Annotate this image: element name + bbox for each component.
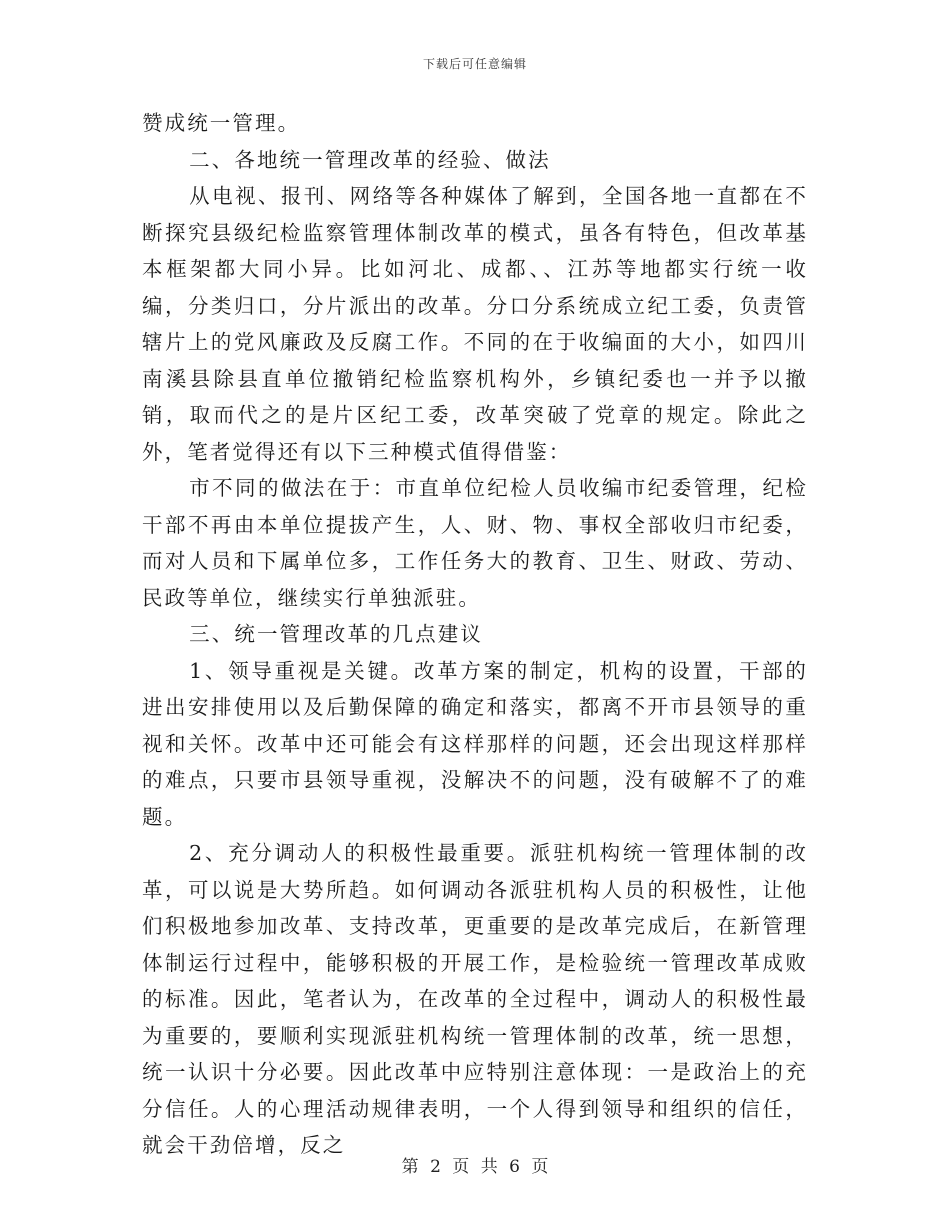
section-heading: 三、统一管理改革的几点建议	[189, 622, 483, 646]
paragraph: 赞成统一管理。	[142, 111, 301, 135]
page-indicator: 第 2 页 共 6 页	[401, 1157, 549, 1177]
document-body	[142, 105, 808, 1164]
paragraph: 1、领导重视是关键。改革方案的制定，机构的设置，干部的进出安排使用以及后勤保障的确定和落实，都离不开市县领导的重视和关怀。改革中还可能会有这样那样的问题，还会出现这样那样的难点，只要市县领导重视，没解决不的问题，没有破解不了的难题。	[142, 658, 808, 829]
paragraph: 2、充分调动人的积极性最重要。派驻机构统一管理体制的改革，可以说是大势所趋。如何调动各派驻机构人员的积极性，让他们积极地参加改革、支持改革，更重要的是改革完成后，在新管理体制运行过程中，能够积极的开展工作，是检验统一管理改革成败的标准。因此，笔者认为，在改革的全过程中，调动人的积极性最为重要的，要顺利实现派驻机构统一管理体制的改革，统一思想，统一认识十分必要。因此改革中应特别注意体现：一是政治上的充分信任。人的心理活动规律表明，一个人得到领导和组织的信任，就会干劲倍增，反之	[142, 841, 808, 1157]
paragraph: 市不同的做法在于：市直单位纪检人员收编市纪委管理，纪检干部不再由本单位提拔产生，人、财、物、事权全部收归市纪委，而对人员和下属单位多，工作任务大的教育、卫生、财政、劳动、民政等单位，继续实行单独派驻。	[142, 476, 808, 610]
header-note: 下载后可任意编辑	[422, 57, 527, 71]
section-heading: 二、各地统一管理改革的经验、做法	[189, 147, 551, 172]
paragraph: 从电视、报刊、网络等各种媒体了解到，全国各地一直都在不断探究县级纪检监察管理体制改革的模式，虽各有特色，但改革基本框架都大同小异。比如河北、成都、、江苏等地都实行统一收编，分类归口，分片派出的改革。分口分系统成立纪工委，负责管辖片上的党风廉政及反腐工作。不同的在于收编面的大小，如四川南溪县除县直单位撤销纪检监察机构外，乡镇纪委也一并予以撤销，取而代之的是片区纪工委，改革突破了党章的规定。除此之外，笔者觉得还有以下三种模式值得借鉴：	[142, 184, 808, 464]
